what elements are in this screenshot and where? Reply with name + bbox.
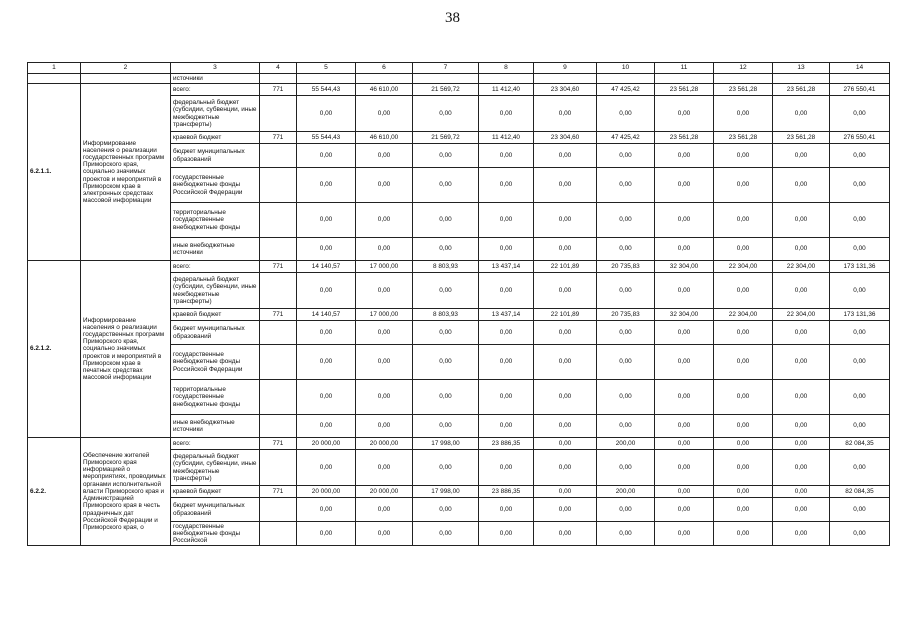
amount-cell: 20 000,00 xyxy=(297,438,356,450)
amount-cell: 0,00 xyxy=(597,415,655,438)
amount-cell: 0,00 xyxy=(655,486,714,498)
value-cell xyxy=(597,74,655,84)
amount-cell: 32 304,00 xyxy=(655,261,714,273)
amount-cell: 0,00 xyxy=(356,450,413,486)
amount-cell: 0,00 xyxy=(297,498,356,522)
amount-cell: 0,00 xyxy=(356,96,413,132)
amount-cell: 0,00 xyxy=(413,345,479,380)
grbs-code xyxy=(260,415,297,438)
amount-cell: 0,00 xyxy=(830,321,890,345)
amount-cell: 13 437,14 xyxy=(479,261,534,273)
column-header: 14 xyxy=(830,63,890,74)
amount-cell: 0,00 xyxy=(297,415,356,438)
amount-cell: 0,00 xyxy=(773,238,830,261)
amount-cell: 0,00 xyxy=(597,168,655,203)
grbs-code xyxy=(260,273,297,309)
amount-cell: 17 998,00 xyxy=(413,438,479,450)
amount-cell: 0,00 xyxy=(297,380,356,415)
amount-cell: 0,00 xyxy=(714,438,773,450)
amount-cell: 0,00 xyxy=(830,203,890,238)
grbs-code xyxy=(260,380,297,415)
amount-cell: 0,00 xyxy=(479,144,534,168)
amount-cell: 46 610,00 xyxy=(356,132,413,144)
grbs-code xyxy=(260,450,297,486)
amount-cell: 46 610,00 xyxy=(356,84,413,96)
amount-cell: 0,00 xyxy=(655,238,714,261)
amount-cell: 47 425,42 xyxy=(597,84,655,96)
amount-cell: 0,00 xyxy=(714,96,773,132)
column-header: 6 xyxy=(356,63,413,74)
amount-cell: 22 304,00 xyxy=(773,261,830,273)
column-header: 8 xyxy=(479,63,534,74)
funding-source: территориальные государственные внебюджетные фонды xyxy=(171,380,260,415)
amount-cell: 20 000,00 xyxy=(356,438,413,450)
amount-cell: 0,00 xyxy=(773,144,830,168)
amount-cell: 0,00 xyxy=(655,345,714,380)
amount-cell: 14 140,57 xyxy=(297,261,356,273)
amount-cell: 20 000,00 xyxy=(356,486,413,498)
grbs-code: 771 xyxy=(260,261,297,273)
amount-cell: 0,00 xyxy=(773,498,830,522)
amount-cell: 0,00 xyxy=(534,345,597,380)
amount-cell: 0,00 xyxy=(356,498,413,522)
amount-cell: 0,00 xyxy=(655,273,714,309)
amount-cell: 0,00 xyxy=(413,144,479,168)
amount-cell: 0,00 xyxy=(356,273,413,309)
total-row xyxy=(28,438,890,450)
amount-cell: 0,00 xyxy=(773,522,830,546)
funding-source: государственные внебюджетные фонды Российской xyxy=(171,522,260,546)
amount-cell: 0,00 xyxy=(534,96,597,132)
amount-cell: 0,00 xyxy=(714,486,773,498)
amount-cell: 22 304,00 xyxy=(714,309,773,321)
grbs-code xyxy=(260,345,297,380)
amount-cell: 0,00 xyxy=(479,203,534,238)
amount-cell: 0,00 xyxy=(773,486,830,498)
amount-cell: 0,00 xyxy=(830,498,890,522)
amount-cell: 0,00 xyxy=(597,144,655,168)
amount-cell: 0,00 xyxy=(655,203,714,238)
funding-source: всего: xyxy=(171,84,260,96)
amount-cell: 0,00 xyxy=(413,498,479,522)
amount-cell: 20 735,83 xyxy=(597,309,655,321)
amount-cell: 0,00 xyxy=(479,345,534,380)
amount-cell: 0,00 xyxy=(830,522,890,546)
amount-cell: 0,00 xyxy=(534,486,597,498)
amount-cell: 0,00 xyxy=(597,345,655,380)
amount-cell: 0,00 xyxy=(830,96,890,132)
amount-cell: 82 084,35 xyxy=(830,486,890,498)
amount-cell: 17 998,00 xyxy=(413,486,479,498)
funding-source: бюджет муниципальных образований xyxy=(171,498,260,522)
column-header: 12 xyxy=(714,63,773,74)
amount-cell: 22 304,00 xyxy=(773,309,830,321)
amount-cell: 14 140,57 xyxy=(297,309,356,321)
amount-cell: 21 569,72 xyxy=(413,84,479,96)
amount-cell: 0,00 xyxy=(534,498,597,522)
header-row xyxy=(28,63,890,74)
grbs-code xyxy=(260,96,297,132)
amount-cell: 0,00 xyxy=(597,380,655,415)
amount-cell: 0,00 xyxy=(773,415,830,438)
amount-cell: 0,00 xyxy=(297,168,356,203)
total-row xyxy=(28,84,890,96)
amount-cell: 0,00 xyxy=(773,321,830,345)
amount-cell: 11 412,40 xyxy=(479,132,534,144)
amount-cell: 22 101,89 xyxy=(534,309,597,321)
amount-cell: 0,00 xyxy=(413,415,479,438)
amount-cell: 0,00 xyxy=(297,450,356,486)
grbs-code xyxy=(260,238,297,261)
amount-cell: 0,00 xyxy=(655,168,714,203)
page-number: 38 xyxy=(445,10,460,26)
amount-cell: 0,00 xyxy=(534,380,597,415)
amount-cell: 0,00 xyxy=(714,203,773,238)
amount-cell: 0,00 xyxy=(655,415,714,438)
amount-cell: 0,00 xyxy=(479,273,534,309)
amount-cell: 0,00 xyxy=(714,415,773,438)
amount-cell: 0,00 xyxy=(413,238,479,261)
value-cell xyxy=(655,74,714,84)
amount-cell: 0,00 xyxy=(413,380,479,415)
amount-cell: 23 561,28 xyxy=(714,84,773,96)
amount-cell: 0,00 xyxy=(534,522,597,546)
amount-cell: 0,00 xyxy=(356,203,413,238)
amount-cell: 8 803,93 xyxy=(413,261,479,273)
grbs-code xyxy=(260,498,297,522)
amount-cell: 0,00 xyxy=(356,415,413,438)
column-header: 3 xyxy=(171,63,260,74)
amount-cell: 173 131,36 xyxy=(830,261,890,273)
amount-cell: 8 803,93 xyxy=(413,309,479,321)
amount-cell: 22 101,89 xyxy=(534,261,597,273)
amount-cell: 47 425,42 xyxy=(597,132,655,144)
amount-cell: 23 561,28 xyxy=(773,132,830,144)
amount-cell: 0,00 xyxy=(773,168,830,203)
amount-cell: 0,00 xyxy=(655,321,714,345)
source-cell: источники xyxy=(171,74,260,84)
amount-cell: 0,00 xyxy=(830,144,890,168)
value-cell xyxy=(479,74,534,84)
amount-cell: 23 561,28 xyxy=(655,132,714,144)
column-header: 1 xyxy=(28,63,81,74)
amount-cell: 0,00 xyxy=(534,321,597,345)
amount-cell: 0,00 xyxy=(413,203,479,238)
amount-cell: 0,00 xyxy=(714,345,773,380)
amount-cell: 17 000,00 xyxy=(356,309,413,321)
grbs-code: 771 xyxy=(260,438,297,450)
amount-cell: 0,00 xyxy=(479,168,534,203)
amount-cell: 0,00 xyxy=(714,498,773,522)
amount-cell: 0,00 xyxy=(773,273,830,309)
amount-cell: 0,00 xyxy=(597,273,655,309)
amount-cell: 55 544,43 xyxy=(297,132,356,144)
amount-cell: 0,00 xyxy=(597,450,655,486)
amount-cell: 0,00 xyxy=(830,238,890,261)
amount-cell: 173 131,36 xyxy=(830,309,890,321)
grbs-code xyxy=(260,203,297,238)
amount-cell: 0,00 xyxy=(534,415,597,438)
amount-cell: 23 886,35 xyxy=(479,438,534,450)
amount-cell: 0,00 xyxy=(479,498,534,522)
amount-cell: 0,00 xyxy=(655,498,714,522)
funding-source: бюджет муниципальных образований xyxy=(171,321,260,345)
amount-cell: 0,00 xyxy=(597,522,655,546)
funding-source: территориальные государственные внебюджетные фонды xyxy=(171,203,260,238)
amount-cell: 0,00 xyxy=(413,273,479,309)
amount-cell: 0,00 xyxy=(714,522,773,546)
amount-cell: 200,00 xyxy=(597,438,655,450)
amount-cell: 0,00 xyxy=(830,380,890,415)
amount-cell: 0,00 xyxy=(356,144,413,168)
amount-cell: 0,00 xyxy=(479,321,534,345)
amount-cell: 0,00 xyxy=(413,450,479,486)
grbs-code: 771 xyxy=(260,309,297,321)
value-cell xyxy=(773,74,830,84)
amount-cell: 0,00 xyxy=(655,144,714,168)
amount-cell: 0,00 xyxy=(714,380,773,415)
item-name: Информирование населения о реализации государственных программ Приморского края, социально значимых проектов и мероприятий в Приморском крае в печатных средствах массовой информации xyxy=(81,261,171,438)
grbs-code: 771 xyxy=(260,132,297,144)
amount-cell: 17 000,00 xyxy=(356,261,413,273)
funding-source: краевой бюджет xyxy=(171,309,260,321)
amount-cell: 0,00 xyxy=(773,380,830,415)
amount-cell: 0,00 xyxy=(297,522,356,546)
item-code: 6.2.1.2. xyxy=(28,261,81,438)
amount-cell: 82 084,35 xyxy=(830,438,890,450)
item-name: Информирование населения о реализации государственных программ Приморского края, социально значимых проектов и мероприятий в Приморском крае в электронных средствах массовой информации xyxy=(81,84,171,261)
amount-cell: 0,00 xyxy=(356,522,413,546)
value-cell xyxy=(413,74,479,84)
amount-cell: 32 304,00 xyxy=(655,309,714,321)
column-header: 7 xyxy=(413,63,479,74)
table-row xyxy=(28,74,890,84)
amount-cell: 0,00 xyxy=(714,321,773,345)
amount-cell: 0,00 xyxy=(773,450,830,486)
amount-cell: 0,00 xyxy=(830,415,890,438)
amount-cell: 0,00 xyxy=(297,96,356,132)
amount-cell: 55 544,43 xyxy=(297,84,356,96)
amount-cell: 23 886,35 xyxy=(479,486,534,498)
amount-cell: 0,00 xyxy=(655,450,714,486)
grbs-code xyxy=(260,168,297,203)
grbs-code xyxy=(260,321,297,345)
amount-cell: 0,00 xyxy=(356,168,413,203)
amount-cell: 0,00 xyxy=(297,203,356,238)
funding-source: иные внебюджетные источники xyxy=(171,415,260,438)
amount-cell: 13 437,14 xyxy=(479,309,534,321)
amount-cell: 0,00 xyxy=(830,273,890,309)
item-code: 6.2.1.1. xyxy=(28,84,81,261)
code-cell xyxy=(28,74,81,84)
amount-cell: 0,00 xyxy=(597,203,655,238)
amount-cell: 0,00 xyxy=(413,96,479,132)
amount-cell: 0,00 xyxy=(534,203,597,238)
amount-cell: 0,00 xyxy=(479,415,534,438)
amount-cell: 0,00 xyxy=(297,144,356,168)
funding-source: всего: xyxy=(171,261,260,273)
amount-cell: 23 561,28 xyxy=(773,84,830,96)
grbs-code xyxy=(260,144,297,168)
amount-cell: 0,00 xyxy=(714,168,773,203)
amount-cell: 0,00 xyxy=(655,96,714,132)
amount-cell: 0,00 xyxy=(534,144,597,168)
amount-cell: 0,00 xyxy=(597,238,655,261)
column-header: 5 xyxy=(297,63,356,74)
total-row xyxy=(28,261,890,273)
amount-cell: 0,00 xyxy=(479,522,534,546)
item-name: Обеспечение жителей Приморского края информацией о мероприятиях, проводимых органами исполнительной власти Приморского края и Администрацией Приморского края в честь праздничных дат Российской Федерации и Приморского края, о xyxy=(81,438,171,546)
funding-source: государственные внебюджетные фонды Российской Федерации xyxy=(171,168,260,203)
value-cell xyxy=(714,74,773,84)
amount-cell: 0,00 xyxy=(773,345,830,380)
amount-cell: 0,00 xyxy=(413,321,479,345)
amount-cell: 0,00 xyxy=(534,168,597,203)
amount-cell: 23 561,28 xyxy=(655,84,714,96)
amount-cell: 276 550,41 xyxy=(830,84,890,96)
amount-cell: 0,00 xyxy=(413,522,479,546)
amount-cell: 0,00 xyxy=(479,450,534,486)
amount-cell: 0,00 xyxy=(534,450,597,486)
amount-cell: 0,00 xyxy=(413,168,479,203)
funding-source: иные внебюджетные источники xyxy=(171,238,260,261)
amount-cell: 23 304,60 xyxy=(534,132,597,144)
funding-source: всего: xyxy=(171,438,260,450)
amount-cell: 0,00 xyxy=(597,321,655,345)
amount-cell: 22 304,00 xyxy=(714,261,773,273)
value-cell xyxy=(297,74,356,84)
funding-source: краевой бюджет xyxy=(171,132,260,144)
amount-cell: 0,00 xyxy=(479,380,534,415)
item-code: 6.2.2. xyxy=(28,438,81,546)
amount-cell: 0,00 xyxy=(655,438,714,450)
amount-cell: 0,00 xyxy=(597,498,655,522)
amount-cell: 0,00 xyxy=(534,273,597,309)
amount-cell: 0,00 xyxy=(714,273,773,309)
amount-cell: 0,00 xyxy=(714,238,773,261)
budget-table xyxy=(27,62,890,546)
grbs-code xyxy=(260,522,297,546)
amount-cell: 0,00 xyxy=(356,238,413,261)
column-header: 9 xyxy=(534,63,597,74)
amount-cell: 0,00 xyxy=(356,321,413,345)
funding-source: федеральный бюджет (субсидии, субвенции, иные межбюджетные трансферты) xyxy=(171,96,260,132)
amount-cell: 0,00 xyxy=(714,144,773,168)
amount-cell: 0,00 xyxy=(297,321,356,345)
value-cell xyxy=(830,74,890,84)
amount-cell: 200,00 xyxy=(597,486,655,498)
amount-cell: 23 304,60 xyxy=(534,84,597,96)
amount-cell: 0,00 xyxy=(297,345,356,380)
amount-cell: 276 550,41 xyxy=(830,132,890,144)
amount-cell: 20 000,00 xyxy=(297,486,356,498)
amount-cell: 0,00 xyxy=(597,96,655,132)
amount-cell: 0,00 xyxy=(356,345,413,380)
grbs-code: 771 xyxy=(260,84,297,96)
amount-cell: 0,00 xyxy=(655,380,714,415)
column-header: 4 xyxy=(260,63,297,74)
column-header: 2 xyxy=(81,63,171,74)
value-cell xyxy=(260,74,297,84)
amount-cell: 20 735,83 xyxy=(597,261,655,273)
amount-cell: 0,00 xyxy=(534,438,597,450)
amount-cell: 11 412,40 xyxy=(479,84,534,96)
grbs-code: 771 xyxy=(260,486,297,498)
amount-cell: 0,00 xyxy=(356,380,413,415)
amount-cell: 0,00 xyxy=(830,345,890,380)
amount-cell: 21 569,72 xyxy=(413,132,479,144)
amount-cell: 0,00 xyxy=(773,203,830,238)
column-header: 10 xyxy=(597,63,655,74)
amount-cell: 0,00 xyxy=(479,238,534,261)
amount-cell: 0,00 xyxy=(830,450,890,486)
amount-cell: 0,00 xyxy=(297,273,356,309)
amount-cell: 0,00 xyxy=(297,238,356,261)
amount-cell: 0,00 xyxy=(773,438,830,450)
funding-source: государственные внебюджетные фонды Российской Федерации xyxy=(171,345,260,380)
amount-cell: 0,00 xyxy=(773,96,830,132)
funding-source: краевой бюджет xyxy=(171,486,260,498)
name-cell xyxy=(81,74,171,84)
amount-cell: 0,00 xyxy=(830,168,890,203)
amount-cell: 0,00 xyxy=(714,450,773,486)
value-cell xyxy=(356,74,413,84)
funding-source: федеральный бюджет (субсидии, субвенции, иные межбюджетные трансферты) xyxy=(171,450,260,486)
column-header: 11 xyxy=(655,63,714,74)
amount-cell: 23 561,28 xyxy=(714,132,773,144)
column-header: 13 xyxy=(773,63,830,74)
amount-cell: 0,00 xyxy=(534,238,597,261)
value-cell xyxy=(534,74,597,84)
amount-cell: 0,00 xyxy=(479,96,534,132)
funding-source: федеральный бюджет (субсидии, субвенции, иные межбюджетные трансферты) xyxy=(171,273,260,309)
funding-source: бюджет муниципальных образований xyxy=(171,144,260,168)
amount-cell: 0,00 xyxy=(655,522,714,546)
